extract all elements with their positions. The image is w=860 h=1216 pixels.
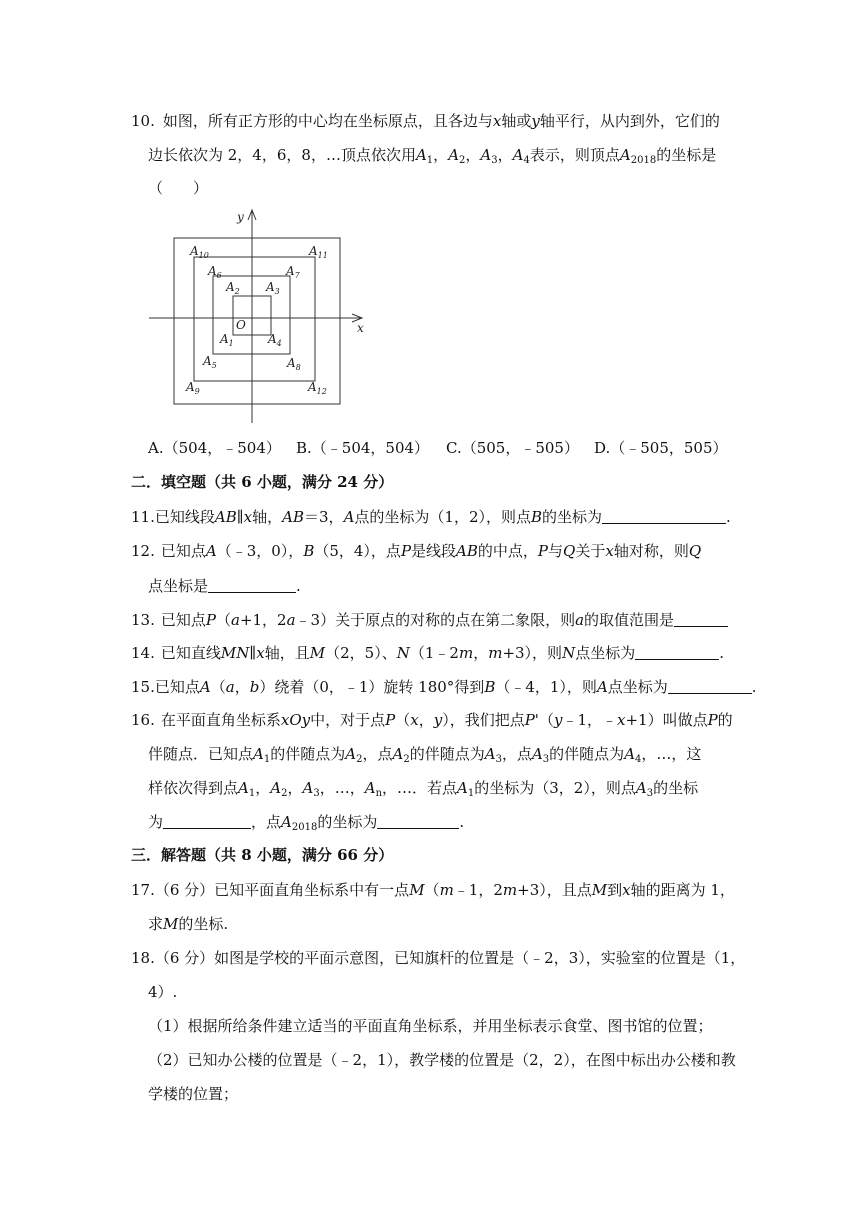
answer-blank[interactable]	[208, 577, 296, 593]
vertex-label-a5: $A_5$	[203, 354, 217, 370]
q16-line-2: 伴随点．已知点$A_1$的伴随点为$A_2$，点$A_2$的伴随点为$A_3$，点$A_3$的伴随点为$A_4$，…，这	[148, 745, 702, 765]
x-axis-label: x	[357, 321, 364, 335]
coordinate-figure-svg	[146, 205, 376, 430]
vertex-label-a1: $A_1$	[220, 332, 234, 348]
vertex-label-a4: $A_4$	[268, 332, 282, 348]
q14-line: 14. 已知直线MN∥x轴，且M（2，5）、N（1﹣2m，m+3），则N点坐标为 .	[131, 644, 724, 662]
vertex-label-a10: $A_{10}$	[190, 244, 209, 260]
option-a: A.（504，﹣504）	[148, 439, 281, 457]
q18-sub-1: （1）根据所给条件建立适当的平面直角坐标系，并用坐标表示食堂、图书馆的位置；	[148, 1017, 713, 1035]
answer-blank[interactable]	[377, 813, 459, 829]
vertex-label-a7: $A_7$	[286, 264, 300, 280]
vertex-label-a3: $A_3$	[266, 280, 280, 296]
question-number: 10.	[131, 112, 155, 130]
q11-line: 11.已知线段AB∥x轴，AB＝3，A点的坐标为（1，2），则点B的坐标为 .	[131, 508, 731, 526]
q15-line: 15.已知点A（a，b）绕着（0，﹣1）旋转 180°得到B（﹣4，1），则A点坐标为 .	[131, 678, 757, 696]
q10-line-2: 边长依次为 2，4，6，8，…顶点依次用$A_1$，$A_2$，$A_3$，$A_4$表示，则顶点$A_{2018}$的坐标是	[148, 146, 717, 166]
section-heading-answers: 三．解答题（共 8 小题，满分 66 分）	[131, 846, 394, 864]
q17-line-2: 求M的坐标.	[148, 915, 229, 933]
answer-paren: （ ）	[148, 179, 209, 197]
q13-line: 13. 已知点P（a+1，2a﹣3）关于原点的对称的点在第二象限，则a的取值范围是	[131, 610, 728, 630]
q16-line-3: 样依次得到点$A_1$，$A_2$，$A_3$，…，$A_n$，…．若点$A_1$的坐标为（3，2），则点$A_3$的坐标	[148, 779, 699, 799]
q18-sub-2a: （2）已知办公楼的位置是（﹣2，1），教学楼的位置是（2，2），在图中标出办公楼和教	[148, 1051, 736, 1069]
q18-line-1: 18.（6 分）如图是学校的平面示意图，已知旗杆的位置是（﹣2，3），实验室的位置是（1，	[131, 949, 746, 967]
section-heading-fill-blank: 二．填空题（共 6 小题，满分 24 分）	[131, 473, 394, 491]
q16-line-4: 为 ，点$A_{2018}$的坐标为 .	[148, 813, 465, 833]
q18-sub-2b: 学楼的位置；	[148, 1085, 239, 1103]
origin-label: O	[236, 318, 246, 332]
q12-line-2: 点坐标是 .	[148, 577, 301, 595]
vertex-label-a12: $A_{12}$	[308, 380, 327, 396]
y-axis-label: y	[237, 210, 244, 224]
vertex-label-a8: $A_8$	[287, 356, 301, 372]
q16-line-1: 16. 在平面直角坐标系xOy中，对于点P（x，y），我们把点P'（y﹣1，﹣x+1）叫做点P的	[131, 711, 733, 729]
vertex-label-a11: $A_{11}$	[309, 244, 328, 260]
q12-line-1: 12. 已知点A（﹣3，0），B（5，4），点P是线段AB的中点，P与Q关于x轴对称，则Q	[131, 542, 702, 560]
option-b: B.（﹣504，504）	[296, 439, 430, 457]
vertex-label-a9: $A_9$	[186, 380, 200, 396]
vertex-label-a2: $A_2$	[226, 280, 240, 296]
answer-blank[interactable]	[163, 813, 251, 829]
answer-blank[interactable]	[602, 508, 726, 524]
answer-blank[interactable]	[674, 611, 728, 627]
option-c: C.（505，﹣505）	[446, 439, 579, 457]
q17-line-1: 17.（6 分）已知平面直角坐标系中有一点M（m﹣1，2m+3），且点M到x轴的距离为 1，	[131, 881, 735, 899]
nested-squares-figure	[146, 205, 376, 430]
q10-line-1: 10. 如图，所有正方形的中心均在坐标原点，且各边与x轴或y轴平行，从内到外，它们的	[131, 112, 720, 130]
vertex-label-a6: $A_6$	[208, 264, 222, 280]
option-d: D.（﹣505，505）	[594, 439, 728, 457]
q18-line-2: 4）.	[148, 983, 178, 1001]
answer-blank[interactable]	[668, 678, 752, 694]
answer-blank[interactable]	[635, 644, 719, 660]
